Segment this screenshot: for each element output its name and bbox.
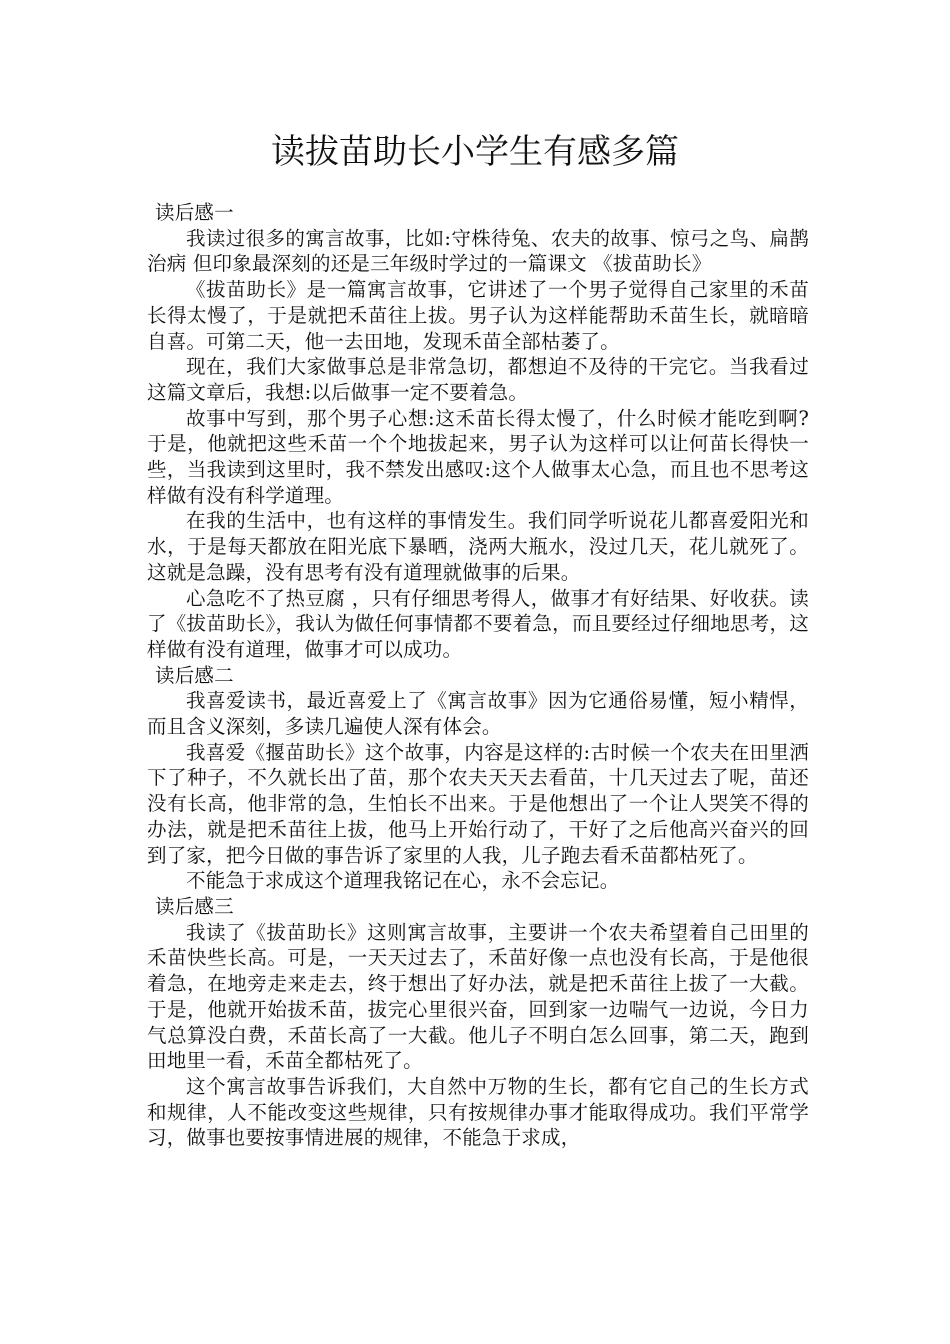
- paragraph: 我喜爱读书，最近喜爱上了《寓言故事》因为它通俗易懂，短小精悍，而且含义深刻，多读几遍使人深有体会。: [147, 689, 809, 739]
- document-title: 读拔苗助长小学生有感多篇: [271, 132, 679, 172]
- paragraph: 现在，我们大家做事总是非常急切，都想迫不及待的干完它。当我看过这篇文章后，我想:以后做事一定不要着急。: [147, 355, 809, 404]
- paragraph: 《拔苗助长》是一篇寓言故事，它讲述了一个男子觉得自己家里的禾苗长得太慢了，于是就把禾苗往上拔。男子认为这样能帮助禾苗生长，就暗暗自喜。可第二天，他一去田地，发现禾苗全部枯萎了。: [147, 278, 809, 353]
- paragraph: 我读过很多的寓言故事，比如:守株待兔、农夫的故事、惊弓之鸟、扁鹊治病 但印象最深刻的还是三年级时学过的一篇课文 《拔苗助长》: [147, 226, 809, 276]
- document-body: [147, 200, 809, 1151]
- section-heading: 读后感一: [155, 201, 234, 224]
- section-heading: 读后感三: [155, 894, 234, 918]
- paragraph: 不能急于求成这个道理我铭记在心，永不会忘记。: [186, 869, 620, 893]
- section-heading: 读后感二: [155, 663, 234, 687]
- paragraph: 我喜爱《揠苗助长》这个故事，内容是这样的:古时候一个农夫在田里洒下了种子，不久就长出了苗，那个农夫天天去看苗，十几天过去了呢，苗还没有长高，他非常的急，生怕长不出来。于是他想出了一个让人哭笑不得的办法，就是把禾苗往上拔，他马上开始行动了，干好了之后他高兴奋兴的回到了家，把今日做的事告诉了家里的人我，儿子跑去看禾苗都枯死了。: [147, 740, 809, 867]
- paragraph: 故事中写到，那个男子心想:这禾苗长得太慢了，什么时候才能吃到啊?于是，他就把这些禾苗一个个地拔起来，男子认为这样可以让何苗长得快一些，当我读到这里时，我不禁发出感叹:这个人做事太心急，而且也不思考这样做有没有科学道理。: [147, 406, 809, 507]
- paragraph: 我读了《拔苗助长》这则寓言故事，主要讲一个农夫希望着自己田里的禾苗快些长高。可是，一天天过去了，禾苗好像一点也没有长高，于是他很着急，在地旁走来走去，终于想出了好办法，就是把禾苗往上拔了一大截。于是，他就开始拔禾苗，拔完心里很兴奋，回到家一边喘气一边说，今日力气总算没白费，禾苗长高了一大截。他儿子不明白怎么回事，第二天，跑到田地里一看，禾苗全都枯死了。: [147, 920, 809, 1073]
- paragraph: 心急吃不了热豆腐 ，只有仔细思考得人，做事才有好结果、好收获。读了《拔苗助长》，我认为做任何事情都不要着急，而且要经过仔细地思考，这样做有没有道理，做事才可以成功。: [147, 586, 809, 661]
- paragraph: 在我的生活中，也有这样的事情发生。我们同学听说花儿都喜爱阳光和水，于是每天都放在阳光底下暴晒，浇两大瓶水，没过几天，花儿就死了。这就是急躁，没有思考有没有道理就做事的后果。: [147, 509, 809, 584]
- paragraph: 这个寓言故事告诉我们，大自然中万物的生长，都有它自己的生长方式和规律，人不能改变这些规律，只有按规律办事才能取得成功。我们平常学习，做事也要按事情进展的规律，不能急于求成，: [147, 1074, 809, 1150]
